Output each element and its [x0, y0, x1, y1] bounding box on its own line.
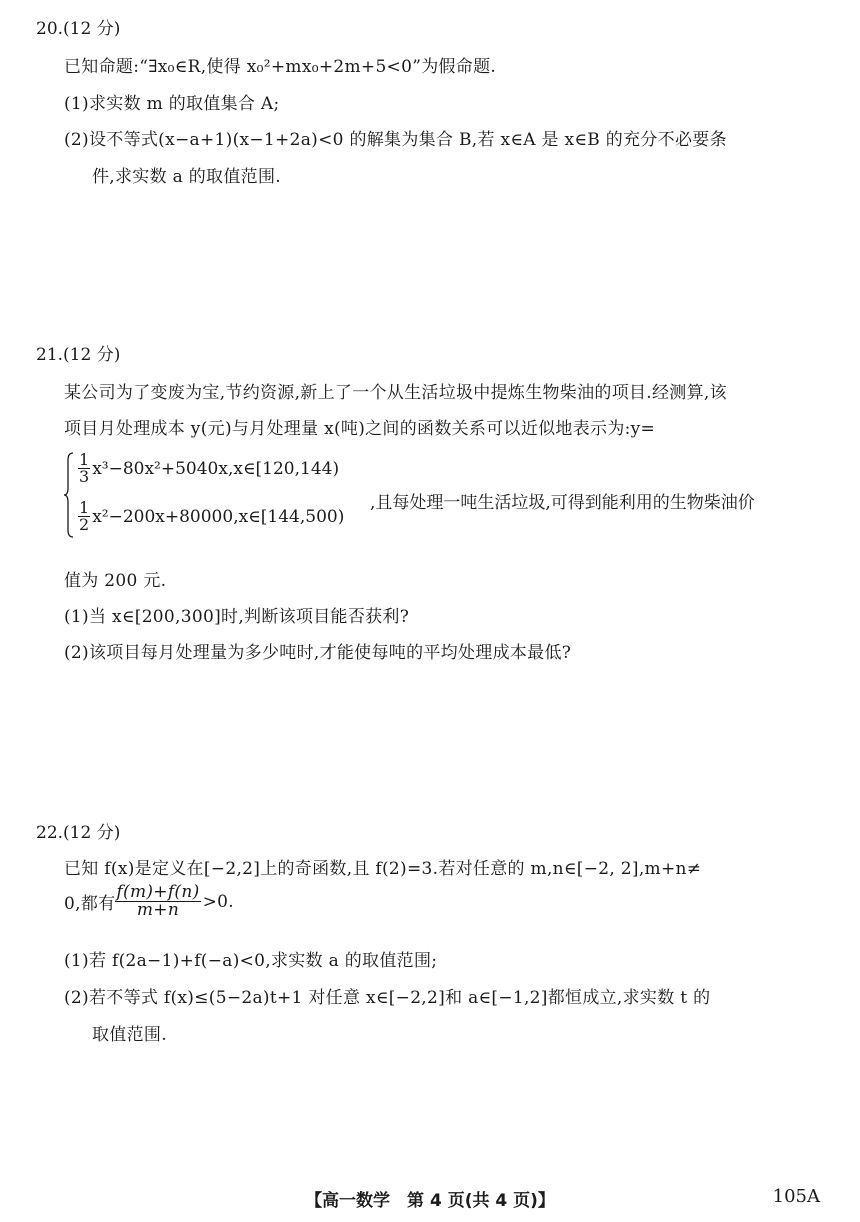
problem-21-line-4: 值为 200 元. [64, 571, 167, 591]
piece-2-expression: x²−200x+80000,x∈[144,500) [92, 506, 345, 527]
fraction-one-half [78, 500, 90, 533]
problem-21-line-3-tail: ,且每处理一吨生活垃圾,可得到能利用的生物柴油价 [370, 493, 755, 513]
piece-1 [78, 452, 339, 485]
problem-22-part-1: (1)若 f(2a−1)+f(−a)<0,求实数 a 的取值范围; [64, 951, 438, 971]
problem-22-line-2-prefix: 0,都有 [64, 894, 116, 914]
problem-22-number: 22.(12 分) [36, 823, 121, 843]
fraction-denominator: 3 [79, 467, 90, 486]
problem-22-line-2-suffix: >0. [202, 891, 234, 912]
problem-20-part-2-line-2: 件,求实数 a 的取值范围. [92, 167, 281, 187]
problem-21-line-2: 项目月处理成本 y(元)与月处理量 x(吨)之间的函数关系可以近似地表示为:y= [64, 419, 656, 439]
fraction-numerator: 1 [79, 498, 90, 517]
footer-page-text: 【高一数学 第 4 页(共 4 页)】 [305, 1191, 555, 1211]
fraction-condition [115, 884, 200, 919]
problem-22-line-2 [64, 884, 234, 919]
problem-21-number: 21.(12 分) [36, 345, 121, 365]
fraction-one-third [78, 452, 90, 485]
problem-21-line-1: 某公司为了变废为宝,节约资源,新上了一个从生活垃圾中提炼生物柴油的项目.经测算,该 [64, 383, 727, 403]
problem-20-stem: 已知命题:“∃x₀∈R,使得 x₀²+mx₀+2m+5<0”为假命题. [64, 57, 497, 77]
problem-22-part-2-line-2: 取值范围. [92, 1025, 167, 1045]
piece-2 [78, 500, 344, 533]
problem-22-part-2-line-1: (2)若不等式 f(x)≤(5−2a)t+1 对任意 x∈[−2,2]和 a∈[−1,2]都恒成立,求实数 t 的 [64, 988, 711, 1008]
piece-1-expression: x³−80x²+5040x,x∈[120,144) [92, 458, 340, 479]
fraction-numerator: 1 [79, 450, 90, 469]
fraction-denominator: m+n [136, 900, 180, 920]
footer-exam-code: 105A [772, 1186, 820, 1207]
problem-20-part-1: (1)求实数 m 的取值集合 A; [64, 94, 280, 114]
footer-page-label [0, 1186, 860, 1211]
left-brace [64, 452, 74, 538]
problem-21-part-1: (1)当 x∈[200,300]时,判断该项目能否获利? [64, 607, 410, 627]
problem-20-number: 20.(12 分) [36, 19, 121, 39]
fraction-denominator: 2 [79, 515, 90, 534]
problem-20-part-2-line-1: (2)设不等式(x−a+1)(x−1+2a)<0 的解集为集合 B,若 x∈A 是 x∈B 的充分不必要条 [64, 130, 727, 150]
problem-21-part-2: (2)该项目每月处理量为多少吨时,才能使每吨的平均处理成本最低? [64, 643, 572, 663]
fraction-numerator: f(m)+f(n) [116, 882, 200, 902]
problem-22-line-1: 已知 f(x)是定义在[−2,2]上的奇函数,且 f(2)=3.若对任意的 m,n∈[−2, 2],m+n≠ [64, 859, 702, 879]
